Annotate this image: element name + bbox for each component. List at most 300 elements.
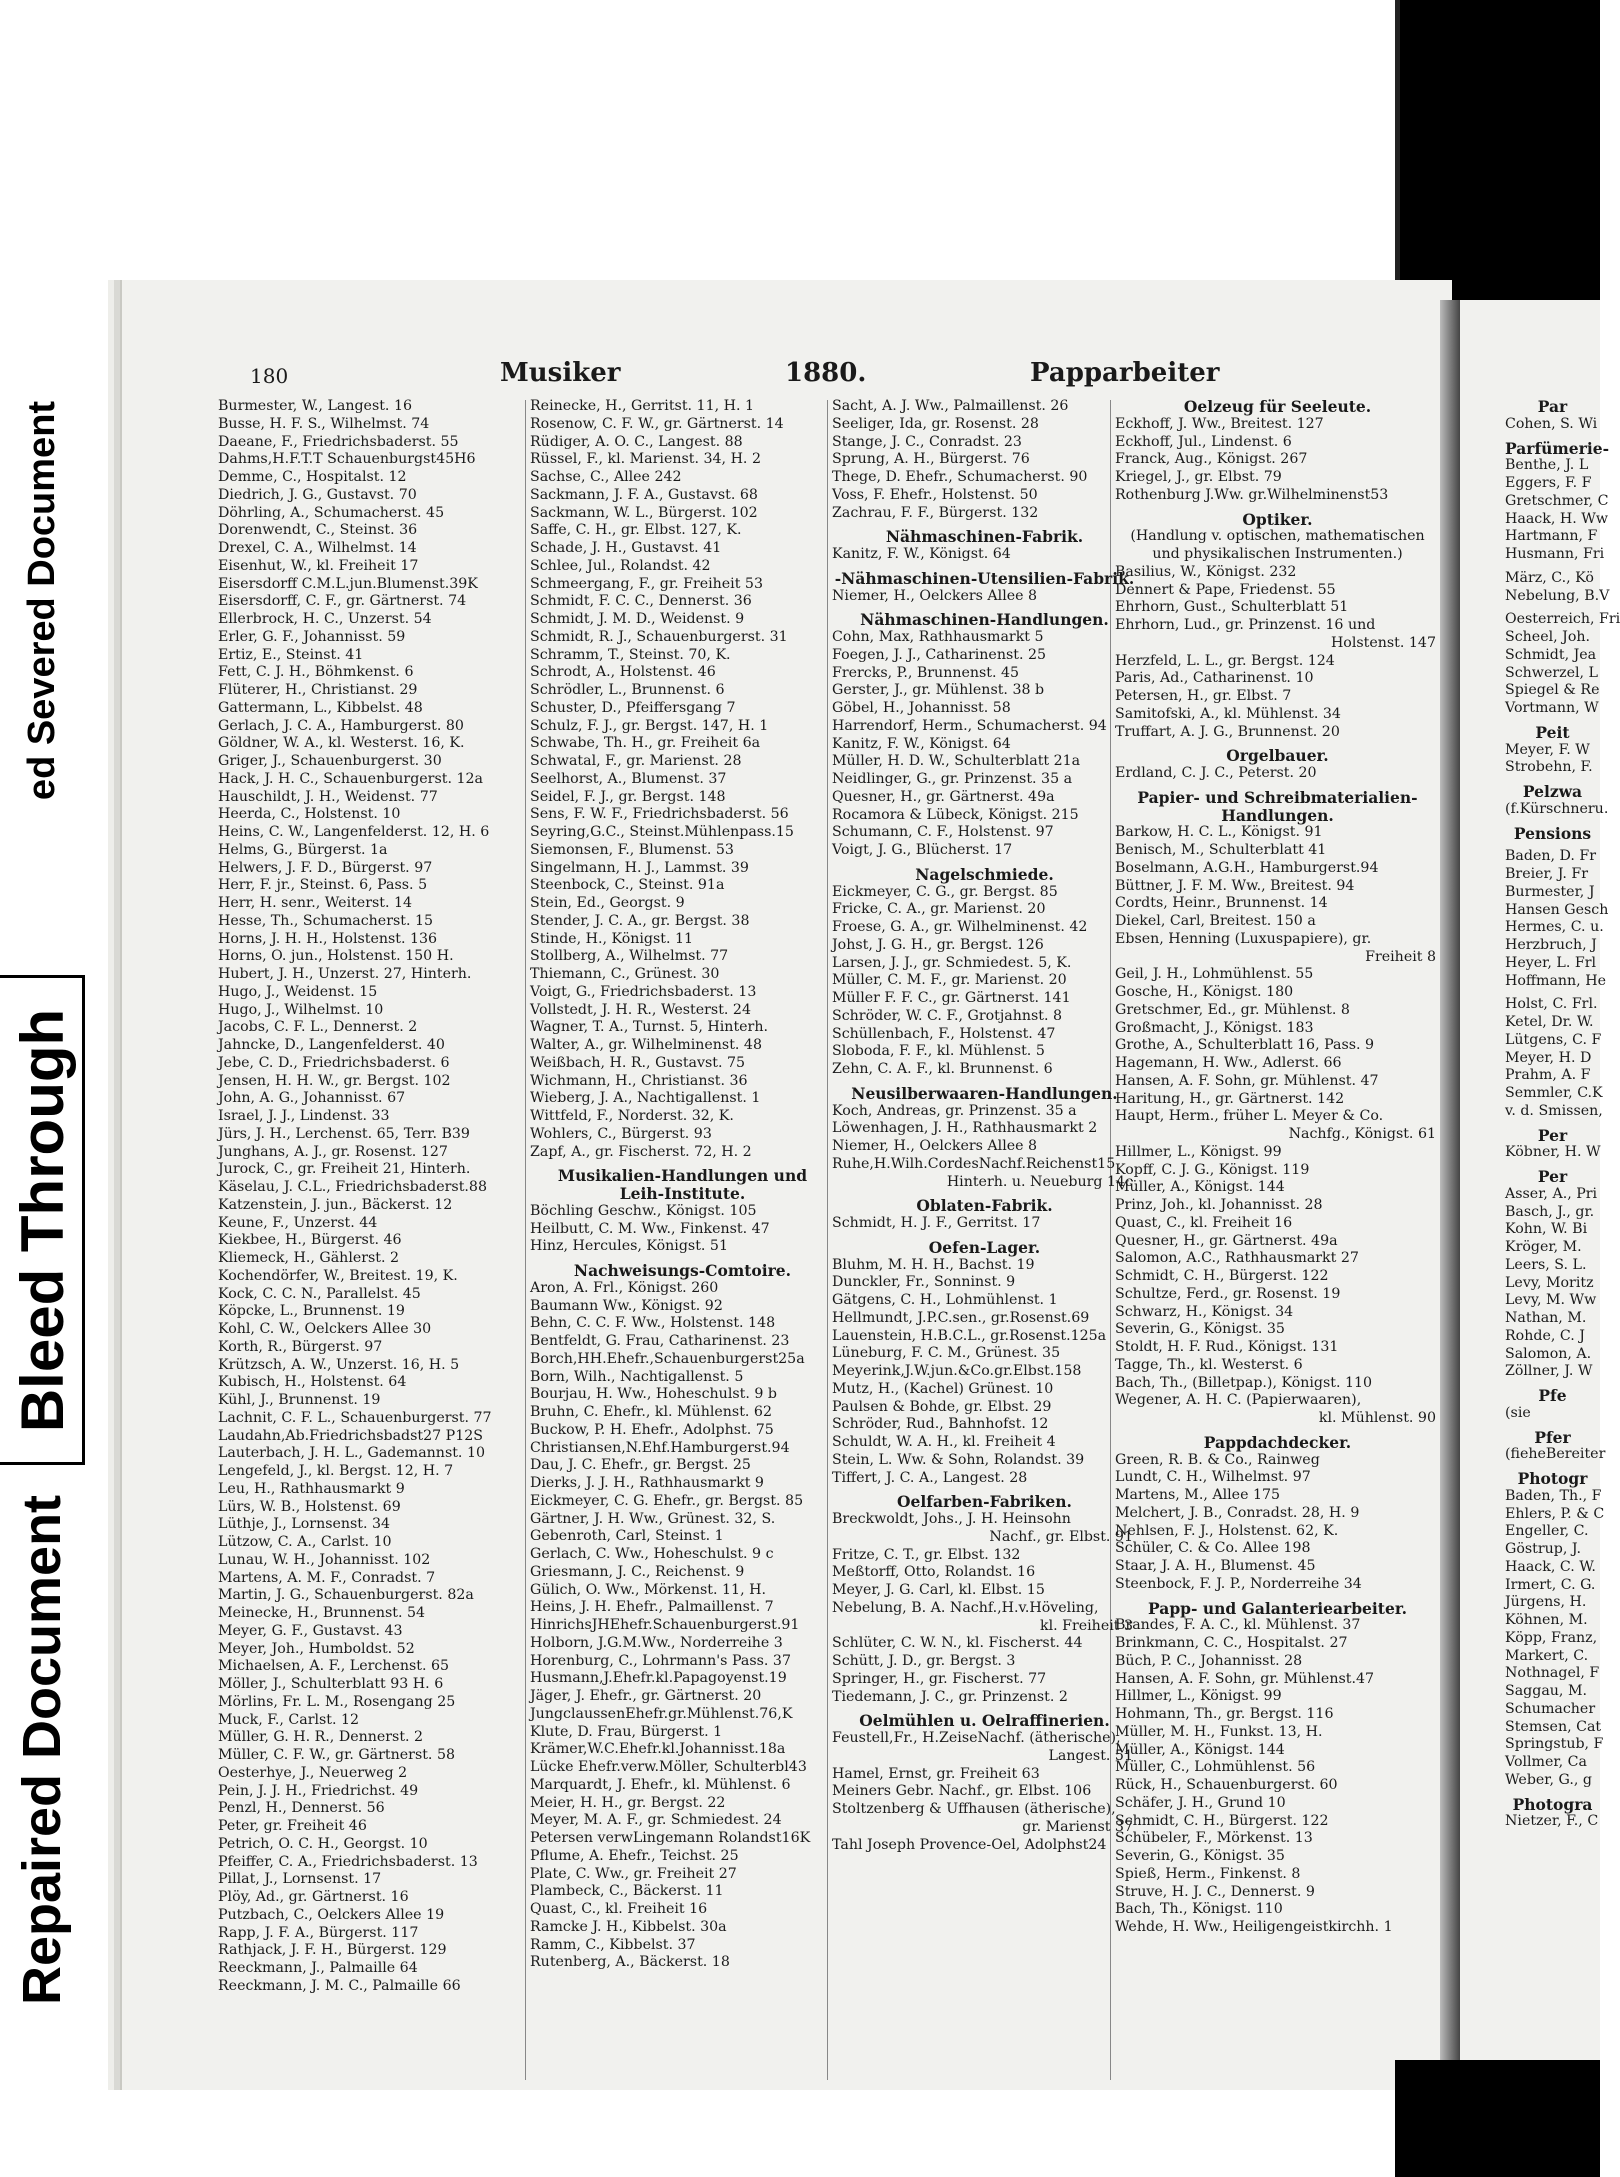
directory-entry: Pflume, A. Ehefr., Teichst. 25 bbox=[530, 1847, 739, 1864]
directory-entry: Schultze, Ferd., gr. Rosenst. 19 bbox=[1115, 1285, 1341, 1302]
directory-entry: Eickmeyer, C. G. Ehefr., gr. Bergst. 85 bbox=[530, 1492, 804, 1509]
directory-entry: Busse, H. F. S., Wilhelmst. 74 bbox=[218, 415, 430, 432]
directory-entry: Hauschildt, J. H., Weidenst. 77 bbox=[218, 788, 438, 805]
directory-entry: Schmidt, C. H., Bürgerst. 122 bbox=[1115, 1268, 1329, 1284]
directory-entry: Flüterer, H., Christianst. 29 bbox=[218, 682, 418, 698]
directory-entry: Reinecke, H., Gerritst. 11, H. 1 bbox=[530, 398, 755, 414]
directory-entry: Fett, C. J. H., Böhmkenst. 6 bbox=[218, 664, 414, 681]
section-heading: Nähmaschinen-Handlungen. bbox=[860, 610, 1109, 630]
directory-entry: Rutenberg, A., Bäckerst. 18 bbox=[530, 1954, 730, 1971]
directory-entry: Markert, C. bbox=[1505, 1647, 1589, 1664]
directory-entry: Gosche, H., Königst. 180 bbox=[1115, 984, 1294, 1000]
directory-entry: Erdland, C. J. C., Peterst. 20 bbox=[1115, 765, 1317, 781]
directory-entry: Vollstedt, J. H. R., Westerst. 24 bbox=[530, 1001, 751, 1018]
page-header bbox=[130, 358, 1220, 398]
directory-entry: Göstrup, J. bbox=[1505, 1541, 1581, 1557]
directory-entry: Lunau, W. H., Johannisst. 102 bbox=[218, 1551, 431, 1568]
directory-entry: Leers, S. L. bbox=[1505, 1256, 1587, 1273]
directory-entry: Foegen, J. J., Catharinenst. 25 bbox=[832, 646, 1047, 663]
directory-entry: Bluhm, M. H. H., Bachst. 19 bbox=[832, 1256, 1035, 1273]
directory-entry: Salomon, A.C., Rathhausmarkt 27 bbox=[1115, 1250, 1359, 1267]
directory-entry: Großmacht, J., Königst. 183 bbox=[1115, 1019, 1314, 1036]
section-heading: Handlungen. bbox=[1221, 805, 1334, 825]
directory-entry: Schwerzel, L bbox=[1505, 664, 1598, 681]
directory-entry: Döhrling, A., Schumacherst. 45 bbox=[218, 504, 445, 521]
directory-entry: John, A. G., Johannisst. 67 bbox=[218, 1090, 406, 1107]
section-heading: Pappdachdecker. bbox=[1203, 1432, 1352, 1452]
section-heading: Orgelbauer. bbox=[1226, 746, 1329, 766]
section-heading: Parfümerie- bbox=[1505, 438, 1609, 458]
directory-entry: Behn, C. C. F. Ww., Holstenst. 148 bbox=[530, 1315, 776, 1332]
book-gutter bbox=[1440, 300, 1460, 2100]
directory-entry: Möller, J., Schulterblatt 93 H. 6 bbox=[218, 1676, 444, 1692]
directory-entry: Brinkmann, C. C., Hospitalst. 27 bbox=[1115, 1635, 1348, 1651]
directory-entry: Sackmann, J. F. A., Gustavst. 68 bbox=[530, 486, 758, 503]
directory-entry: Krämer,W.C.Ehefr.kl.Johannisst.18a bbox=[530, 1741, 786, 1758]
section-heading: Papp- und Galanteriearbeiter. bbox=[1148, 1598, 1407, 1618]
directory-entry: Dorenwendt, C., Steinst. 36 bbox=[218, 522, 418, 539]
directory-entry: Schwarz, H., Königst. 34 bbox=[1115, 1303, 1294, 1320]
directory-entry: Niemer, H., Oelckers Allee 8 bbox=[832, 587, 1038, 604]
directory-entry: Walter, A., gr. Wilhelminenst. 48 bbox=[530, 1037, 762, 1053]
directory-entry: Rothenburg J.Ww. gr.Wilhelminenst53 bbox=[1115, 486, 1389, 503]
directory-entry: Bruhn, C. Ehefr., kl. Mühlenst. 62 bbox=[530, 1404, 772, 1420]
directory-column-4 bbox=[1115, 398, 1440, 1937]
directory-entry: Nebelung, B.V bbox=[1505, 587, 1610, 604]
directory-entry: Meyer, H. D bbox=[1505, 1049, 1592, 1066]
directory-entry: Meyer, J. G. Carl, kl. Elbst. 15 bbox=[832, 1582, 1045, 1598]
directory-entry: Hack, J. H. C., Schauenburgerst. 12a bbox=[218, 770, 483, 787]
directory-entry: Schwabe, Th. H., gr. Freiheit 6a bbox=[530, 735, 761, 752]
directory-entry: Diedrich, J. G., Gustavst. 70 bbox=[218, 486, 417, 503]
directory-entry: Krützsch, A. W., Unzerst. 16, H. 5 bbox=[218, 1356, 460, 1373]
directory-entry: Prinz, Joh., kl. Johannisst. 28 bbox=[1115, 1197, 1323, 1213]
directory-entry: Seelhorst, A., Blumenst. 37 bbox=[530, 770, 727, 787]
directory-entry: Buckow, P. H. Ehefr., Adolphst. 75 bbox=[530, 1421, 774, 1438]
directory-entry: Kriegel, J., gr. Elbst. 79 bbox=[1115, 469, 1282, 485]
directory-entry: Samitofski, A., kl. Mühlenst. 34 bbox=[1115, 705, 1341, 722]
directory-entry: Staar, J. A. H., Blumenst. 45 bbox=[1115, 1558, 1316, 1574]
section-heading: Oefen-Lager. bbox=[928, 1237, 1041, 1257]
section-heading: Oelmühlen u. Oelraffinerien. bbox=[859, 1711, 1110, 1731]
directory-entry: Marquardt, J. Ehefr., kl. Mühlenst. 6 bbox=[530, 1776, 791, 1793]
directory-entry: Müller, C. M. F., gr. Marienst. 20 bbox=[832, 972, 1067, 989]
directory-entry: Rapp, J. F. A., Bürgerst. 117 bbox=[218, 1924, 419, 1941]
directory-entry: Voss, F. Ehefr., Holstenst. 50 bbox=[832, 486, 1038, 503]
directory-column-2 bbox=[530, 398, 835, 1972]
directory-entry: Spieß, Herm., Finkenst. 8 bbox=[1115, 1865, 1301, 1882]
directory-entry: Gerlach, J. C. A., Hamburgerst. 80 bbox=[218, 717, 464, 734]
directory-entry: Oesterhye, J., Neuerweg 2 bbox=[218, 1764, 408, 1781]
directory-entry: Strobehn, F. bbox=[1505, 759, 1593, 776]
directory-entry: Schübeler, F., Mörkenst. 13 bbox=[1115, 1830, 1313, 1847]
directory-entry: Lüthje, J., Lornsenst. 34 bbox=[218, 1516, 391, 1533]
directory-entry: Sens, F. W. F., Friedrichsbaderst. 56 bbox=[530, 806, 789, 823]
section-heading: Oelzeug für Seeleute. bbox=[1183, 397, 1372, 416]
directory-entry: Kopff, C. J. G., Königst. 119 bbox=[1115, 1161, 1310, 1178]
directory-entry: Seeliger, Ida, gr. Rosenst. 28 bbox=[832, 415, 1039, 432]
directory-entry: Voigt, J. G., Blücherst. 17 bbox=[832, 842, 1013, 858]
directory-entry: Ebsen, Henning (Luxuspapiere), gr. bbox=[1115, 930, 1372, 947]
directory-entry: Breckwoldt, Johs., J. H. Heinsohn bbox=[832, 1511, 1071, 1527]
directory-entry: Diekel, Carl, Breitest. 150 a bbox=[1115, 913, 1316, 929]
directory-entry: Hansen, A. F. Sohn, gr. Mühlenst.47 bbox=[1115, 1670, 1375, 1687]
directory-entry: Bach, Th., (Billetpap.), Königst. 110 bbox=[1115, 1374, 1373, 1391]
directory-entry: Stoldt, H. F. Rud., Königst. 131 bbox=[1115, 1339, 1339, 1355]
directory-entry: JungclaussenEhefr.gr.Mühlenst.76,K bbox=[530, 1705, 793, 1722]
directory-entry: Aron, A. Frl., Königst. 260 bbox=[530, 1279, 719, 1296]
directory-entry: Tiedemann, J. C., gr. Prinzenst. 2 bbox=[832, 1688, 1068, 1705]
directory-entry: Hamel, Ernst, gr. Freiheit 63 bbox=[832, 1765, 1040, 1782]
directory-entry: Müller, A., Königst. 144 bbox=[1115, 1179, 1285, 1196]
directory-entry: Stender, J. C. A., gr. Bergst. 38 bbox=[530, 912, 750, 929]
directory-entry: Hansen Gesch bbox=[1505, 901, 1609, 918]
directory-entry: Schumacher bbox=[1505, 1700, 1596, 1717]
directory-entry: Wegener, A. H. C. (Papierwaaren), bbox=[1115, 1392, 1362, 1409]
directory-entry: Büch, P. C., Johannisst. 28 bbox=[1115, 1652, 1303, 1669]
left-running-title: Musiker bbox=[500, 358, 621, 388]
directory-entry: Dahms,H.F.T.T Schauenburgst45H6 bbox=[218, 451, 476, 468]
directory-entry: gr. Marienst 37 bbox=[1022, 1818, 1133, 1835]
directory-entry: Schrodt, A., Holstenst. 46 bbox=[530, 664, 716, 681]
directory-entry: Holborn, J.G.M.Ww., Norderreihe 3 bbox=[530, 1634, 783, 1651]
directory-entry: Sachse, C., Allee 242 bbox=[530, 469, 682, 485]
directory-entry: Meinecke, H., Brunnenst. 54 bbox=[218, 1605, 426, 1621]
directory-entry: Rück, H., Schauenburgerst. 60 bbox=[1115, 1777, 1338, 1793]
directory-entry: Wagner, T. A., Turnst. 5, Hinterh. bbox=[530, 1019, 768, 1036]
directory-entry: März, C., Kö bbox=[1505, 569, 1594, 586]
directory-entry: Steenbock, F. J. P., Norderreihe 34 bbox=[1115, 1575, 1362, 1592]
directory-entry: Seyring,G.C., Steinst.Mühlenpass.15 bbox=[530, 824, 794, 840]
directory-entry: Heyer, L. Frl bbox=[1505, 954, 1597, 971]
directory-entry: Lauterbach, J. H. L., Gademannst. 10 bbox=[218, 1445, 485, 1462]
directory-entry: Demme, C., Hospitalst. 12 bbox=[218, 469, 407, 485]
column-rule bbox=[525, 400, 526, 2080]
directory-entry: Schmidt, Jea bbox=[1505, 646, 1597, 663]
directory-entry: Schröder, W. C. F., Grotjahnst. 8 bbox=[832, 1007, 1063, 1024]
directory-entry: Scheel, Joh. bbox=[1505, 629, 1591, 645]
section-heading: Oblaten-Fabrik. bbox=[916, 1196, 1053, 1216]
directory-entry: Cohen, S. Wi bbox=[1505, 415, 1598, 432]
year-title: 1880. bbox=[785, 358, 867, 388]
directory-entry: Meier, H. H., gr. Bergst. 22 bbox=[530, 1794, 726, 1811]
directory-entry: Gebenroth, Carl, Steinst. 1 bbox=[530, 1528, 724, 1545]
section-heading: Par bbox=[1537, 397, 1568, 416]
directory-entry: Frercks, P., Brunnenst. 45 bbox=[832, 664, 1020, 681]
section-heading: Musikalien-Handlungen und bbox=[557, 1166, 808, 1186]
directory-entry: Boselmann, A.G.H., Hamburgerst.94 bbox=[1115, 859, 1379, 876]
directory-entry: Göbel, H., Johannisst. 58 bbox=[832, 700, 1011, 716]
directory-entry: Dunckler, Fr., Sonninst. 9 bbox=[832, 1274, 1016, 1291]
directory-entry: Köpp, Franz, bbox=[1505, 1629, 1598, 1646]
directory-entry: Nothnagel, F bbox=[1505, 1665, 1600, 1682]
directory-entry: Kühl, J., Brunnenst. 19 bbox=[218, 1392, 381, 1408]
directory-entry: Truffart, A. J. G., Brunnenst. 20 bbox=[1115, 723, 1340, 740]
directory-entry: Bourjau, H. Ww., Hoheschulst. 9 b bbox=[530, 1386, 777, 1403]
directory-entry: Katzenstein, J. jun., Bäckerst. 12 bbox=[218, 1196, 453, 1213]
directory-entry: Dennert & Pape, Friedenst. 55 bbox=[1115, 581, 1336, 598]
directory-entry: Böchling Geschw., Königst. 105 bbox=[530, 1202, 757, 1219]
directory-entry: Kiekbee, H., Bürgerst. 46 bbox=[218, 1232, 402, 1249]
directory-entry: Baden, Th., F bbox=[1505, 1487, 1602, 1504]
directory-entry: Kröger, M. bbox=[1505, 1239, 1582, 1255]
directory-entry: Koch, Andreas, gr. Prinzenst. 35 a bbox=[832, 1102, 1077, 1119]
directory-entry: Daeane, F., Friedrichsbaderst. 55 bbox=[218, 433, 459, 450]
directory-entry: Tiffert, J. C. A., Langest. 28 bbox=[832, 1469, 1028, 1486]
directory-entry: Eckhoff, Jul., Lindenst. 6 bbox=[1115, 433, 1292, 450]
directory-entry: Kanitz, F. W., Königst. 64 bbox=[832, 546, 1011, 562]
directory-entry: Gätgens, C. H., Lohmühlenst. 1 bbox=[832, 1292, 1058, 1308]
directory-entry: Haupt, Herm., früher L. Meyer & Co. bbox=[1115, 1108, 1384, 1125]
directory-entry: Jürgens, H. bbox=[1505, 1594, 1587, 1611]
directory-entry: Schwatal, F., gr. Marienst. 28 bbox=[530, 753, 742, 769]
directory-entry: Ehrhorn, Gust., Schulterblatt 51 bbox=[1115, 599, 1349, 616]
directory-entry: kl. Mühlenst. 90 bbox=[1318, 1410, 1436, 1426]
directory-entry: Baumann Ww., Königst. 92 bbox=[530, 1297, 723, 1314]
directory-entry: Grothe, A., Schulterblatt 16, Pass. 9 bbox=[1115, 1037, 1375, 1054]
directory-entry: Martens, A. M. F., Conradst. 7 bbox=[218, 1569, 436, 1586]
directory-entry: Eisersdorff C.M.L.jun.Blumenst.39K bbox=[218, 575, 478, 592]
section-heading: Nagelschmiede. bbox=[915, 864, 1054, 884]
directory-entry: Rüdiger, A. O. C., Langest. 88 bbox=[530, 433, 743, 450]
directory-entry: Wehde, H. Ww., Heiligengeistkirchh. 1 bbox=[1115, 1919, 1393, 1935]
directory-entry: Semmler, C.K bbox=[1505, 1085, 1603, 1101]
directory-entry: Schlüter, C. W. N., kl. Fischerst. 44 bbox=[832, 1635, 1083, 1652]
directory-entry: Tahl Joseph Provence-Oel, Adolphst24 bbox=[832, 1836, 1107, 1853]
directory-entry: Herzbruch, J bbox=[1505, 937, 1597, 953]
directory-entry: Heins, J. H. Ehefr., Palmaillenst. 7 bbox=[530, 1599, 774, 1616]
directory-entry: Gretschmer, Ed., gr. Mühlenst. 8 bbox=[1115, 1001, 1350, 1018]
directory-entry: Schlee, Jul., Rolandst. 42 bbox=[530, 557, 711, 574]
section-heading: Photogr bbox=[1517, 1469, 1588, 1488]
directory-entry: Borch,HH.Ehefr.,Schauenburgerst25a bbox=[530, 1350, 805, 1367]
directory-entry: Asser, A., Pri bbox=[1505, 1185, 1598, 1202]
directory-entry: Eggers, F. F bbox=[1505, 475, 1592, 491]
directory-entry: Keune, F., Unzerst. 44 bbox=[218, 1214, 378, 1231]
directory-entry: Horns, O. jun., Holstenst. 150 H. bbox=[218, 948, 454, 965]
directory-entry: Reeckmann, J., Palmaille 64 bbox=[218, 1960, 418, 1976]
directory-entry: Dau, J. C. Ehefr., gr. Bergst. 25 bbox=[530, 1457, 751, 1474]
directory-entry: Wittfeld, F., Norderst. 32, K. bbox=[530, 1108, 734, 1124]
directory-entry: Ehlers, P. & C bbox=[1505, 1505, 1605, 1522]
page-number: 180 bbox=[250, 364, 289, 388]
directory-entry: Ketel, Dr. W. bbox=[1505, 1014, 1594, 1030]
directory-entry: Christiansen,N.Ehf.Hamburgerst.94 bbox=[530, 1439, 790, 1456]
directory-entry: Rathjack, J. F. H., Bürgerst. 129 bbox=[218, 1942, 447, 1959]
directory-entry: Stein, L. Ww. & Sohn, Rolandst. 39 bbox=[832, 1451, 1085, 1468]
section-heading: Oelfarben-Fabriken. bbox=[897, 1492, 1072, 1512]
section-heading: Per bbox=[1537, 1167, 1568, 1186]
directory-entry: Jacobs, C. F. L., Dennerst. 2 bbox=[218, 1019, 418, 1036]
directory-entry: Bentfeldt, G. Frau, Catharinenst. 23 bbox=[530, 1333, 790, 1349]
directory-entry: Leu, H., Rathhausmarkt 9 bbox=[218, 1480, 405, 1497]
directory-entry: Vortmann, W bbox=[1505, 700, 1599, 716]
directory-entry: (Handlung v. optischen, mathematischen bbox=[1130, 528, 1425, 545]
directory-entry: Steenbock, C., Steinst. 91a bbox=[530, 877, 725, 894]
directory-entry: Petrich, O. C. H., Georgst. 10 bbox=[218, 1835, 428, 1852]
directory-entry: Eisersdorff, C. F., gr. Gärtnerst. 74 bbox=[218, 593, 467, 610]
directory-entry: Schmidt, J. M. D., Weidenst. 9 bbox=[530, 611, 745, 627]
directory-entry: Müller, C., Lohmühlenst. 56 bbox=[1115, 1759, 1316, 1776]
directory-entry: Green, R. B. & Co., Rainweg bbox=[1115, 1451, 1320, 1468]
directory-entry: Mutz, H., (Kachel) Grünest. 10 bbox=[832, 1380, 1054, 1397]
directory-entry: Basch, J., gr. bbox=[1505, 1203, 1595, 1220]
section-heading: Pfer bbox=[1534, 1427, 1571, 1447]
section-heading: Neusilberwaaren-Handlungen. bbox=[851, 1083, 1118, 1103]
section-heading: Peit bbox=[1535, 722, 1570, 742]
directory-entry: Seidel, F. J., gr. Bergst. 148 bbox=[530, 788, 726, 805]
directory-entry: Thiemann, C., Grünest. 30 bbox=[530, 966, 720, 982]
directory-entry: Nachfg., Königst. 61 bbox=[1288, 1126, 1436, 1142]
directory-entry: (fieheBereiter bbox=[1505, 1446, 1606, 1463]
directory-entry: Helwers, J. F. D., Bürgerst. 97 bbox=[218, 859, 433, 876]
directory-entry: Levy, Moritz bbox=[1505, 1274, 1594, 1291]
directory-entry: Kanitz, F. W., Königst. 64 bbox=[832, 735, 1011, 752]
directory-entry: Feustell,Fr., H.ZeiseNachf. (ätherische), bbox=[832, 1730, 1121, 1746]
directory-entry: Paris, Ad., Catharinenst. 10 bbox=[1115, 670, 1314, 687]
directory-entry: Burmester, J bbox=[1505, 883, 1595, 900]
directory-entry: Struve, H. J. C., Dennerst. 9 bbox=[1115, 1883, 1315, 1900]
directory-entry: Plate, C. Ww., gr. Freiheit 27 bbox=[530, 1865, 737, 1882]
directory-entry: Reeckmann, J. M. C., Palmaille 66 bbox=[218, 1977, 461, 1994]
directory-entry: Schuldt, W. A. H., kl. Freiheit 4 bbox=[832, 1434, 1056, 1450]
directory-entry: Engeller, C. bbox=[1505, 1523, 1589, 1540]
section-heading: -Nähmaschinen-Utensilien-Fabrik. bbox=[834, 568, 1135, 588]
directory-entry: Bach, Th., Königst. 110 bbox=[1115, 1901, 1283, 1918]
directory-entry: Salomon, A. bbox=[1505, 1345, 1592, 1362]
directory-entry: Nietzer, F., C bbox=[1505, 1813, 1599, 1830]
directory-entry: Prahm, A. F bbox=[1505, 1067, 1591, 1084]
repaired-label-text: Repaired Document bbox=[12, 1494, 73, 2006]
directory-entry: Severin, G., Königst. 35 bbox=[1115, 1848, 1285, 1864]
directory-entry: Stein, Ed., Georgst. 9 bbox=[530, 895, 685, 911]
directory-entry: Klute, D. Frau, Bürgerst. 1 bbox=[530, 1723, 723, 1740]
directory-entry: Löwenhagen, J. H., Rathhausmarkt 2 bbox=[832, 1120, 1098, 1137]
directory-entry: Breier, J. Fr bbox=[1505, 866, 1589, 882]
directory-entry: Siemonsen, F., Blumenst. 53 bbox=[530, 841, 734, 858]
repaired-document-label bbox=[0, 1494, 85, 2006]
directory-entry: Schmidt, C. H., Bürgerst. 122 bbox=[1115, 1812, 1329, 1829]
directory-entry: Hansen, A. F. Sohn, gr. Mühlenst. 47 bbox=[1115, 1072, 1379, 1089]
facing-page-column bbox=[1505, 397, 1620, 1831]
directory-entry: Junghans, A. J., gr. Rosenst. 127 bbox=[218, 1143, 448, 1160]
directory-entry: Springstub, F bbox=[1505, 1736, 1604, 1753]
directory-entry: Weber, G., g bbox=[1505, 1771, 1592, 1788]
directory-entry: Lützow, C. A., Carlst. 10 bbox=[218, 1534, 392, 1550]
directory-entry: (f.Kürschneru. bbox=[1505, 800, 1609, 817]
directory-entry: Hartmann, F bbox=[1505, 528, 1598, 545]
directory-entry: Cordts, Heinr., Brunnenst. 14 bbox=[1115, 895, 1328, 912]
directory-entry: Haack, H. Ww bbox=[1505, 510, 1608, 527]
scan-top-right-black bbox=[1395, 0, 1600, 300]
directory-entry: Jebe, C. D., Friedrichsbaderst. 6 bbox=[218, 1054, 450, 1071]
directory-entry: Sacht, A. J. Ww., Palmaillenst. 26 bbox=[832, 398, 1069, 414]
directory-entry: Schumann, C. F., Holstenst. 97 bbox=[832, 824, 1054, 841]
directory-entry: Dierks, J. J. H., Rathhausmarkt 9 bbox=[530, 1475, 764, 1491]
section-heading: Pensions bbox=[1513, 823, 1592, 843]
directory-entry: Meyer, F. W bbox=[1505, 741, 1590, 758]
directory-entry: Meyer, G. F., Gustavst. 43 bbox=[218, 1622, 403, 1639]
directory-entry: Melchert, J. B., Conradst. 28, H. 9 bbox=[1115, 1504, 1360, 1521]
directory-entry: Laudahn,Ab.Friedrichsbadst27 P12S bbox=[218, 1427, 483, 1444]
directory-entry: Heins, C. W., Langenfelderst. 12, H. 6 bbox=[218, 824, 490, 840]
directory-entry: Penzl, H., Dennerst. 56 bbox=[218, 1800, 385, 1817]
directory-entry: Benthe, J. L bbox=[1505, 457, 1589, 474]
directory-entry: Voigt, G., Friedrichsbaderst. 13 bbox=[530, 983, 757, 1000]
directory-entry: Martens, M., Allee 175 bbox=[1115, 1487, 1281, 1503]
directory-entry: Schüllenbach, F., Holstenst. 47 bbox=[832, 1025, 1056, 1042]
directory-entry: Freiheit 8 bbox=[1365, 948, 1436, 965]
directory-entry: Schütt, J. D., gr. Bergst. 3 bbox=[832, 1653, 1016, 1669]
bleed-through-label bbox=[0, 975, 85, 1465]
directory-entry: Schmidt, F. C. C., Dennerst. 36 bbox=[530, 593, 752, 610]
directory-entry: Kohl, C. W., Oelckers Allee 30 bbox=[218, 1321, 432, 1337]
directory-entry: Cohn, Max, Rathhausmarkt 5 bbox=[832, 629, 1044, 645]
directory-entry: Herzfeld, L. L., gr. Bergst. 124 bbox=[1115, 652, 1335, 669]
directory-entry: Larsen, J. J., gr. Schmiedest. 5, K. bbox=[832, 954, 1072, 971]
bleed-label-text: Bleed Through bbox=[9, 1008, 76, 1432]
directory-entry: Köpcke, L., Brunnenst. 19 bbox=[218, 1303, 405, 1320]
directory-entry: Niemer, H., Oelckers Allee 8 bbox=[832, 1138, 1038, 1154]
directory-entry: Horns, J. H. H., Holstenst. 136 bbox=[218, 930, 438, 947]
directory-entry: Hellmundt, J.P.C.sen., gr.Rosenst.69 bbox=[832, 1309, 1090, 1326]
directory-entry: Jahncke, D., Langenfelderst. 40 bbox=[218, 1037, 445, 1053]
directory-entry: Schulz, F. J., gr. Bergst. 147, H. 1 bbox=[530, 717, 769, 734]
directory-entry: Müller, C. F. W., gr. Gärtnerst. 58 bbox=[218, 1747, 455, 1763]
directory-entry: Schade, J. H., Gustavst. 41 bbox=[530, 540, 722, 556]
directory-entry: Quesner, H., gr. Gärtnerst. 49a bbox=[832, 788, 1055, 805]
directory-entry: Fricke, C. A., gr. Marienst. 20 bbox=[832, 901, 1046, 918]
directory-entry: Käselau, J. C.L., Friedrichsbaderst.88 bbox=[218, 1179, 487, 1195]
directory-entry: Stange, J. C., Conradst. 23 bbox=[832, 433, 1022, 450]
directory-entry: Husmann,J.Ehefr.kl.Papagoyenst.19 bbox=[530, 1670, 787, 1687]
directory-column-3 bbox=[832, 398, 1137, 1854]
directory-entry: Ramcke J. H., Kibbelst. 30a bbox=[530, 1918, 727, 1935]
directory-entry: Schmeergang, F., gr. Freiheit 53 bbox=[530, 575, 763, 592]
directory-entry: Sackmann, W. L., Bürgerst. 102 bbox=[530, 504, 758, 521]
directory-entry: Kohn, W. Bi bbox=[1505, 1221, 1588, 1238]
section-heading: Per bbox=[1537, 1125, 1568, 1145]
section-heading: Pelzwa bbox=[1522, 782, 1583, 801]
directory-entry: Meiners Gebr. Nachf., gr. Elbst. 106 bbox=[832, 1783, 1092, 1800]
directory-entry: Lengefeld, J., kl. Bergst. 12, H. 7 bbox=[218, 1463, 454, 1479]
directory-entry: Spiegel & Re bbox=[1505, 682, 1600, 699]
directory-entry: Hubert, J. H., Unzerst. 27, Hinterh. bbox=[218, 966, 472, 982]
scan-bottom-black bbox=[1395, 2060, 1600, 2177]
directory-entry: Pillat, J., Lornsenst. 17 bbox=[218, 1871, 382, 1888]
directory-entry: kl. Freiheit 3 bbox=[1039, 1617, 1133, 1634]
directory-entry: Müller, G. H. R., Dennerst. 2 bbox=[218, 1729, 424, 1746]
directory-entry: Barkow, H. C. L., Königst. 91 bbox=[1115, 824, 1323, 841]
directory-entry: Lauenstein, H.B.C.L., gr.Rosenst.125a bbox=[832, 1327, 1107, 1344]
directory-entry: Pfeiffer, C. A., Friedrichsbaderst. 13 bbox=[218, 1853, 478, 1870]
directory-entry: Haack, C. W. bbox=[1505, 1558, 1596, 1575]
directory-entry: Hagemann, H. Ww., Adlerst. 66 bbox=[1115, 1055, 1342, 1071]
directory-entry: Schramm, T., Steinst. 70, K. bbox=[530, 646, 731, 663]
directory-entry: Gattermann, L., Kibbelst. 48 bbox=[218, 699, 423, 716]
directory-entry: Gärtner, J. H. Ww., Grünest. 32, S. bbox=[530, 1510, 776, 1527]
directory-entry: Lürs, W. B., Holstenst. 69 bbox=[218, 1498, 401, 1515]
directory-entry: Stollberg, A., Wilhelmst. 77 bbox=[530, 948, 729, 965]
directory-entry: Hinterh. u. Neueburg 14c bbox=[946, 1173, 1133, 1190]
section-heading: Pfe bbox=[1538, 1386, 1567, 1405]
directory-entry: Zehn, C. A. F., kl. Brunnenst. 6 bbox=[832, 1061, 1053, 1077]
directory-entry: Kubisch, H., Holstenst. 64 bbox=[218, 1374, 407, 1391]
directory-entry: Putzbach, C., Oelckers Allee 19 bbox=[218, 1906, 445, 1923]
directory-entry: Basilius, W., Königst. 232 bbox=[1115, 563, 1297, 580]
directory-entry: Saggau, M. bbox=[1505, 1683, 1587, 1699]
directory-entry: Haritung, H., gr. Gärtnerst. 142 bbox=[1115, 1090, 1345, 1107]
